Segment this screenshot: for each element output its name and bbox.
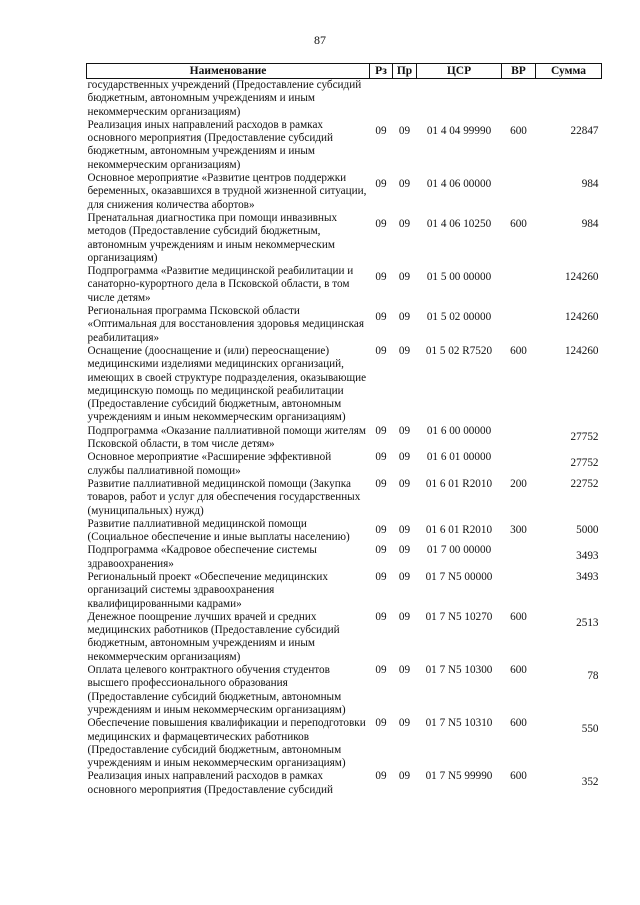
row-sum: 3493 — [576, 570, 599, 583]
row-name: Региональный проект «Обеспечение медицинских организаций системы здравоохранения квалифицированными кадрами» — [87, 570, 328, 610]
row-vr: 600 — [510, 610, 527, 623]
row-rz: 09 — [375, 124, 387, 137]
header-sum: Сумма — [536, 64, 602, 79]
row-pr: 09 — [398, 424, 411, 437]
row-pr: 09 — [398, 544, 411, 557]
row-csr: 01 6 00 00000 — [426, 424, 492, 437]
row-vr — [502, 265, 536, 305]
row-name: Обеспечение повышения квалификации и переподготовки медицинских и фармацевтических работников (Предоставление субсидий бюджетным, автономным учреждениям и иным некоммерческим организациям) — [87, 717, 366, 770]
table-row — [87, 518, 602, 545]
row-name: Основное мероприятие «Расширение эффективной службы паллиативной помощи» — [87, 451, 332, 477]
row-pr: 09 — [398, 311, 411, 324]
row-sum: 124260 — [564, 344, 599, 357]
row-pr: 09 — [398, 344, 411, 357]
row-pr: 09 — [398, 570, 411, 583]
row-sum: 2513 — [576, 616, 599, 629]
row-csr: 01 5 02 R7520 — [425, 344, 493, 357]
table-row — [87, 451, 602, 478]
row-csr: 01 6 01 R2010 — [425, 523, 493, 536]
row-csr: 01 5 02 00000 — [426, 311, 492, 324]
row-vr: 600 — [510, 664, 527, 677]
row-sum: 22752 — [570, 477, 599, 490]
row-sum: 27752 — [570, 430, 599, 443]
row-name: Подпрограмма «Кадровое обеспечение системы здравоохранения» — [87, 544, 317, 570]
row-pr: 09 — [398, 523, 411, 536]
row-sum: 124260 — [564, 271, 599, 284]
row-vr — [502, 172, 536, 212]
header-name: Наименование — [87, 64, 370, 79]
row-vr — [502, 425, 536, 452]
row-vr: 200 — [510, 477, 527, 490]
row-sum: 27752 — [570, 457, 599, 470]
row-name: Основное мероприятие «Развитие центров поддержки беременных, оказавшихся в трудной жизненной ситуации, для снижения количества абортов» — [87, 172, 367, 211]
table-row — [87, 172, 602, 212]
table-row — [87, 425, 602, 452]
table-header-row — [87, 64, 602, 79]
row-name: Развитие паллиативной медицинской помощи (Социальное обеспечение и иные выплаты населению) — [87, 517, 350, 544]
row-pr: 09 — [398, 451, 411, 464]
row-pr: 09 — [398, 664, 411, 677]
row-name: Денежное поощрение лучших врачей и средних медицинских работников (Предоставление субсидий бюджетным, автономным учреждениям и иным некоммерческим организациям) — [87, 610, 340, 663]
row-rz: 09 — [375, 610, 387, 623]
table-row — [87, 305, 602, 345]
row-rz: 09 — [375, 664, 387, 677]
row-name: Подпрограмма «Оказание паллиативной помощи жителям Псковской области, в том числе детям» — [87, 424, 366, 451]
row-pr: 09 — [398, 717, 411, 730]
row-vr — [502, 451, 536, 478]
header-pr: Пр — [393, 64, 417, 79]
row-rz: 09 — [375, 717, 387, 730]
header-csr: ЦСР — [417, 64, 502, 79]
row-rz: 09 — [375, 178, 387, 191]
row-name: Реализация иных направлений расходов в рамках основного мероприятия (Предоставление субсидий бюджетным, автономным учреждениям и иным некоммерческим организациям) — [87, 118, 333, 171]
row-csr: 01 7 N5 00000 — [425, 570, 493, 583]
row-csr — [417, 79, 502, 119]
row-vr — [502, 571, 536, 611]
row-csr: 01 6 01 00000 — [426, 451, 492, 464]
row-sum: 550 — [581, 723, 599, 736]
row-vr: 300 — [510, 523, 527, 536]
row-rz: 09 — [375, 570, 387, 583]
row-rz: 09 — [375, 424, 387, 437]
row-vr: 600 — [510, 124, 527, 137]
table-row — [87, 79, 602, 119]
row-name: Оснащение (дооснащение и (или) переоснащение) медицинскими изделиями медицинских организаций, имеющих в своей структуре подразделения, оказывающие медицинскую помощь по медицинской реабилитации (Предоставление субсидий бюджетным, автономным учреждениям и иным некоммерческим организациям) — [87, 344, 367, 424]
row-sum — [536, 79, 602, 119]
row-rz: 09 — [375, 477, 387, 490]
row-vr: 600 — [510, 344, 527, 357]
row-rz: 09 — [375, 344, 387, 357]
table-row — [87, 478, 602, 518]
table-row — [87, 770, 602, 797]
header-vr: ВР — [502, 64, 536, 79]
table-row — [87, 265, 602, 305]
table-row — [87, 611, 602, 664]
row-csr: 01 6 01 R2010 — [425, 477, 493, 490]
table-row — [87, 544, 602, 571]
row-name: Развитие паллиативной медицинской помощи (Закупка товаров, работ и услуг для обеспечения государственных (муниципальных) нужд) — [87, 477, 361, 517]
row-rz: 09 — [375, 217, 387, 230]
row-sum: 984 — [581, 217, 599, 230]
row-name: государственных учреждений (Предоставление субсидий бюджетным, автономным учреждениям и иным некоммерческим организациям) — [87, 79, 362, 118]
row-vr: 600 — [510, 717, 527, 730]
row-sum: 984 — [581, 178, 599, 191]
row-vr: 600 — [510, 770, 527, 783]
row-csr: 01 7 N5 99990 — [425, 770, 493, 783]
row-rz: 09 — [375, 523, 387, 536]
row-rz: 09 — [375, 770, 387, 783]
row-rz: 09 — [375, 451, 387, 464]
row-csr: 01 4 06 10250 — [426, 217, 492, 230]
row-vr — [502, 305, 536, 345]
table-row — [87, 119, 602, 172]
row-csr: 01 4 06 00000 — [426, 178, 492, 191]
row-sum: 5000 — [576, 523, 599, 536]
row-pr: 09 — [398, 770, 411, 783]
row-sum: 78 — [587, 670, 599, 683]
row-csr: 01 4 04 99990 — [426, 124, 492, 137]
row-rz: 09 — [375, 271, 387, 284]
budget-table — [86, 63, 602, 797]
row-sum: 124260 — [564, 311, 599, 324]
row-name: Подпрограмма «Развитие медицинской реабилитации и санаторно-курортного дела в Псковской области, в том числе детям» — [87, 265, 354, 304]
row-pr: 09 — [398, 477, 411, 490]
row-vr — [502, 544, 536, 571]
row-pr: 09 — [398, 217, 411, 230]
row-sum: 3493 — [576, 550, 599, 563]
table-row — [87, 571, 602, 611]
table-row — [87, 664, 602, 717]
page-number: 87 — [314, 33, 326, 47]
row-rz — [370, 79, 393, 119]
row-name: Пренатальная диагностика при помощи инвазивных методов (Предоставление субсидий бюджетным, автономным учреждениям и иным некоммерческим организациям) — [87, 211, 338, 264]
row-name: Реализация иных направлений расходов в рамках основного мероприятия (Предоставление субсидий — [87, 770, 333, 796]
row-vr — [502, 79, 536, 119]
row-pr: 09 — [398, 610, 411, 623]
row-sum: 352 — [581, 776, 599, 789]
row-pr: 09 — [398, 178, 411, 191]
row-csr: 01 7 N5 10310 — [425, 717, 493, 730]
table-row — [87, 212, 602, 265]
row-pr — [393, 79, 417, 119]
row-name: Оплата целевого контрактного обучения студентов высшего профессионального образования (Предоставление субсидий бюджетным, автономным учреждениям и иным некоммерческим организациям) — [87, 664, 346, 716]
row-vr: 600 — [510, 217, 527, 230]
row-name: Региональная программа Псковской области «Оптимальная для восстановления здоровья медицинская реабилитация» — [87, 305, 364, 344]
row-pr: 09 — [398, 124, 411, 137]
row-rz: 09 — [375, 544, 387, 557]
table-row — [87, 717, 602, 770]
row-sum: 22847 — [570, 124, 599, 137]
row-csr: 01 7 N5 10300 — [425, 664, 493, 677]
row-csr: 01 7 N5 10270 — [425, 610, 493, 623]
row-csr: 01 7 00 00000 — [426, 544, 492, 557]
table-row — [87, 345, 602, 425]
row-pr: 09 — [398, 271, 411, 284]
header-rz: Рз — [370, 64, 393, 79]
row-csr: 01 5 00 00000 — [426, 271, 492, 284]
row-rz: 09 — [375, 311, 387, 324]
